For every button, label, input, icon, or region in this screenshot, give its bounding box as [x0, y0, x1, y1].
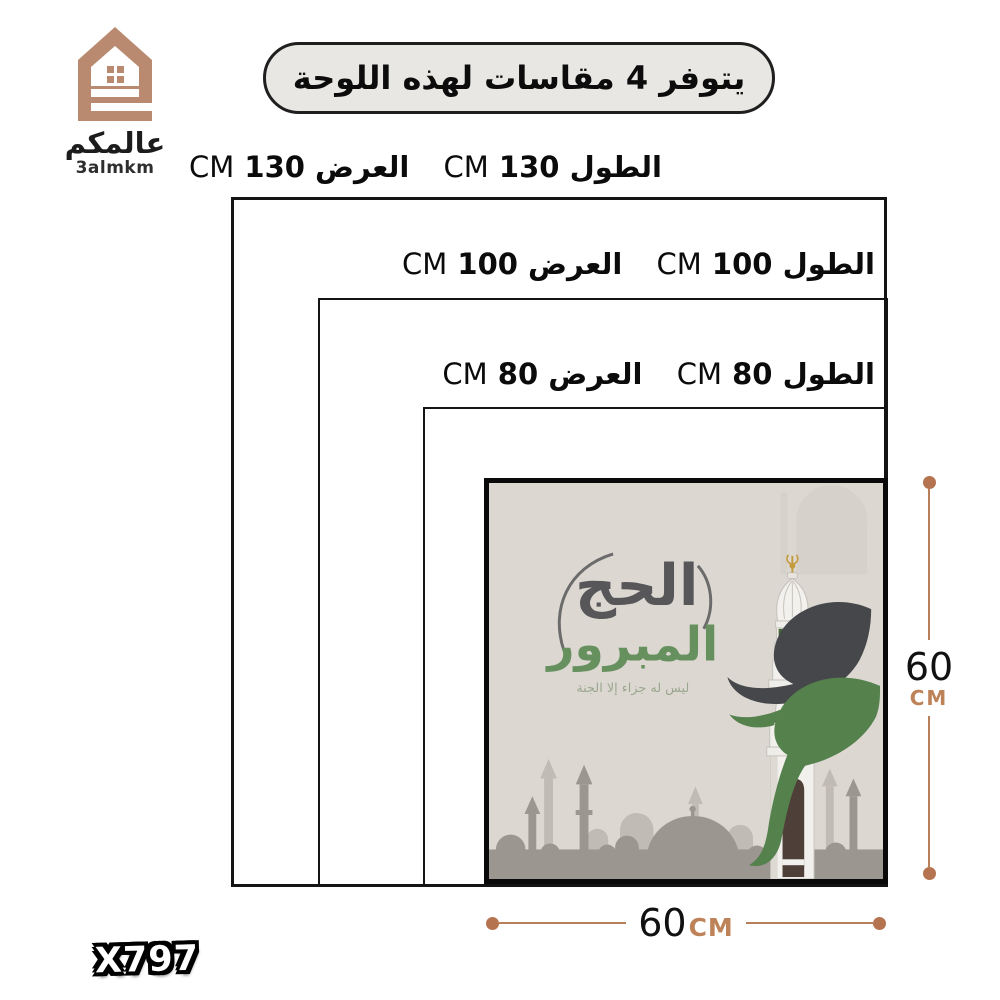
svg-text:الحج: الحج: [575, 553, 699, 620]
sizes-available-banner: يتوفر 4 مقاسات لهذه اللوحة: [263, 42, 775, 114]
dimension-line: [499, 922, 626, 924]
dimension-line: [928, 489, 930, 640]
length-unit: CM: [676, 357, 722, 391]
hadith-subtitle: ليس له جزاء إلا الجنة: [576, 680, 690, 696]
width-unit: CM: [189, 150, 235, 184]
hajj-artwork: [489, 483, 883, 879]
dimension-line: [746, 922, 873, 924]
width-label: العرض: [315, 150, 410, 184]
width-unit: CM: [442, 357, 488, 391]
height-unit: CM: [909, 686, 949, 710]
width-value: 130: [244, 150, 305, 184]
svg-text:المبرور: المبرور: [547, 617, 719, 673]
length-label: الطول: [782, 247, 875, 281]
brand-name-arabic: عالمكم: [64, 126, 166, 160]
width-value: 60: [638, 901, 687, 945]
height-dimension-60cm: [906, 476, 952, 880]
dimension-dot: [923, 867, 936, 880]
dimension-dot: [486, 917, 499, 930]
width-value: 80: [497, 357, 539, 391]
dimension-dot: [923, 476, 936, 489]
dimension-dot: [873, 917, 886, 930]
width-dimension-60cm: [486, 901, 886, 945]
width-label: العرض: [548, 357, 643, 391]
dimension-line: [928, 716, 930, 867]
length-label: الطول: [782, 357, 875, 391]
length-value: 80: [732, 357, 773, 391]
brand-logo: [50, 26, 180, 178]
house-logo-icon: [77, 26, 153, 122]
width-unit: CM: [688, 913, 734, 942]
length-unit: CM: [443, 150, 489, 184]
product-code: X797: [94, 938, 200, 982]
size-row-130: [189, 150, 662, 184]
length-value: 100: [711, 247, 773, 281]
artwork-canvas-60cm: [484, 478, 888, 884]
length-label: الطول: [569, 150, 662, 184]
width-value: 100: [457, 247, 518, 281]
width-label: العرض: [528, 247, 623, 281]
width-unit: CM: [402, 247, 448, 281]
height-value: 60: [904, 645, 954, 689]
length-unit: CM: [656, 247, 702, 281]
brand-name-latin: 3almkm: [75, 158, 155, 179]
length-value: 130: [498, 150, 560, 184]
